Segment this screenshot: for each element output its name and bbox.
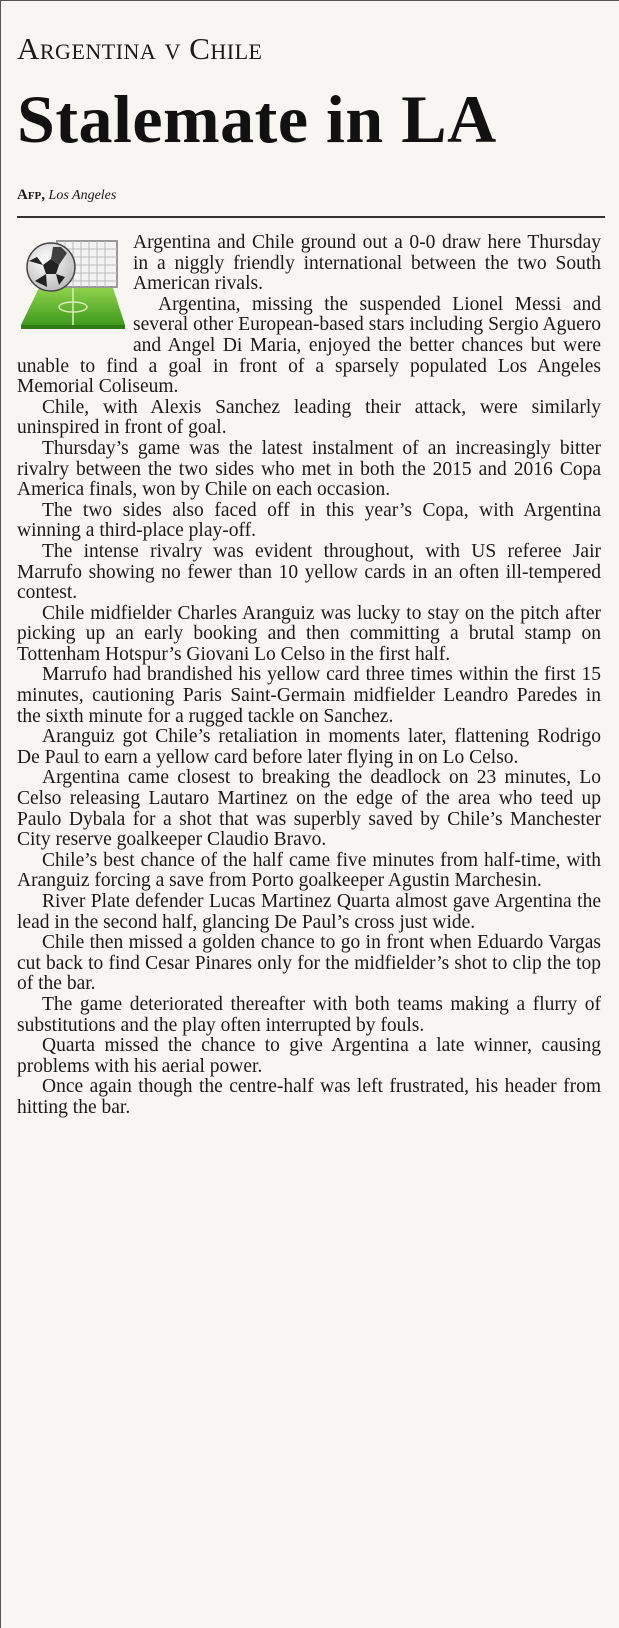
paragraph: Argentina and Chile ground out a 0-0 draw here Thursday in a niggly friendly international between the two South American rivals. xyxy=(133,232,601,295)
paragraph: Chile’s best chance of the half came five minutes from half-time, with Aranguiz forcing a save from Porto goalkeeper Agustin Marchesin. xyxy=(17,849,601,892)
paragraph: The game deteriorated thereafter with both teams making a flurry of substitutions and the play often interrupted by fouls. xyxy=(17,993,601,1036)
paragraph: Once again though the centre-half was left frustrated, his header from hitting the bar. xyxy=(17,1076,601,1118)
paragraph: Quarta missed the chance to give Argentina a late winner, causing problems with his aerial power. xyxy=(17,1035,601,1077)
byline-agency: Afp, xyxy=(17,187,46,203)
byline-rule xyxy=(17,216,605,218)
paragraph: Aranguiz got Chile’s retaliation in moments later, flattening Rodrigo De Paul to earn a yellow card before later flying in on Lo Celso. xyxy=(17,726,601,768)
paragraph: Thursday’s game was the latest instalment of an increasingly bitter rivalry between the two sides who met in both the 2015 and 2016 Copa America finals, won by Chile on each occasion. xyxy=(17,437,601,501)
article-kicker: Argentina v Chile xyxy=(17,31,263,66)
paragraph: The two sides also faced off in this year’s Copa, with Argentina winning a third-place play-off. xyxy=(17,499,601,542)
paragraph: Chile midfielder Charles Aranguiz was lucky to stay on the pitch after picking up an early booking and then committing a brutal stamp on Tottenham Hotspur’s Giovani Lo Celso in the first half. xyxy=(17,602,601,665)
article-body xyxy=(17,233,601,1119)
paragraph: Chile, with Alexis Sanchez leading their attack, were similarly uninspired in front of goal. xyxy=(17,396,601,439)
paragraph: Argentina came closest to breaking the deadlock on 23 minutes, Lo Celso releasing Lautaro Martinez on the edge of the area who teed up Paulo Dybala for a shot that was superbly saved by Chile’s Manchester City reserve goalkeeper Claudio Bravo. xyxy=(17,767,601,851)
byline xyxy=(17,187,116,204)
paragraph: River Plate defender Lucas Martinez Quarta almost gave Argentina the lead in the second half, glancing De Paul’s cross just wide. xyxy=(17,891,601,933)
paragraph: Chile then missed a golden chance to go in front when Eduardo Vargas cut back to find Cesar Pinares only for the midfielder’s shot to clip the top of the bar. xyxy=(17,932,601,995)
soccer-ball-goal-icon xyxy=(17,233,133,337)
article-headline: Stalemate in LA xyxy=(17,81,497,157)
byline-place: Los Angeles xyxy=(48,188,117,203)
paragraph: The intense rivalry was evident throughout, with US referee Jair Marrufo showing no fewer than 10 yellow cards in an often ill-tempered contest. xyxy=(17,540,601,604)
paragraph: Marrufo had brandished his yellow card three times within the first 15 minutes, cautioning Paris Saint-Germain midfielder Leandro Paredes in the sixth minute for a rugged tackle on Sanchez. xyxy=(17,664,601,727)
paragraph: Argentina, missing the suspended Lionel Messi and several other European-based stars including Sergio Aguero and Angel Di Maria, enjoyed the better chances but were unable to find a goal in front of a sparsely populated Los Angeles Memorial Coliseum. xyxy=(17,293,601,398)
